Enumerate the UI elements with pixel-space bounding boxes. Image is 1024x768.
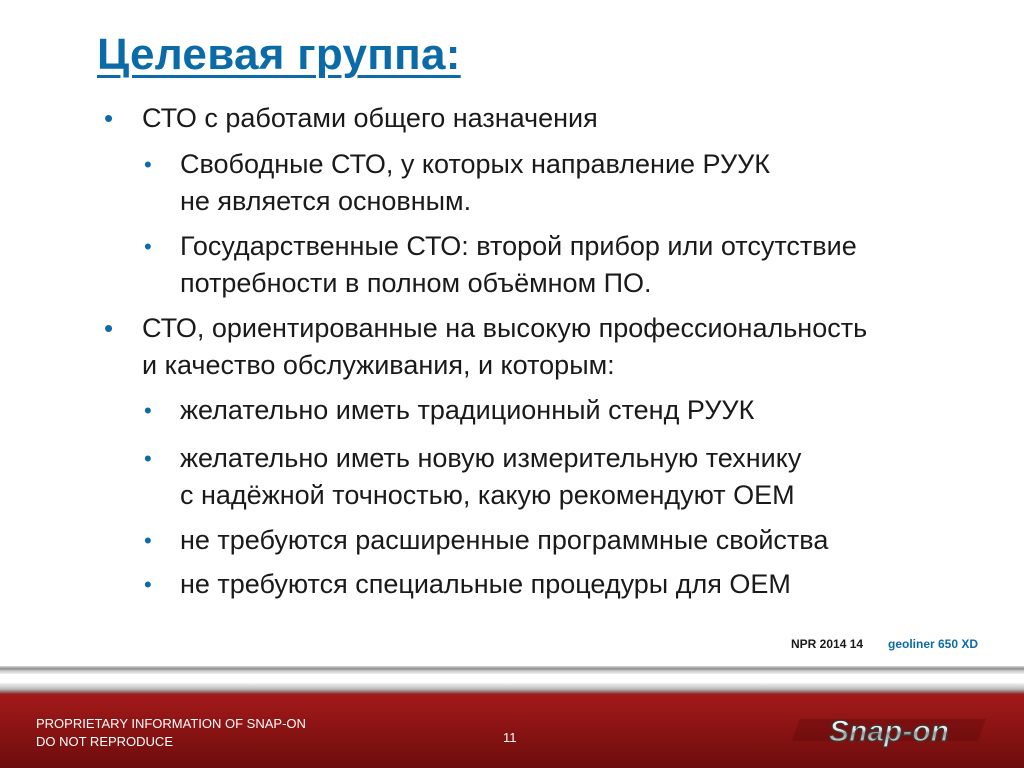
bullet-text: СТО, ориентированные на высокую профессиональность bbox=[142, 313, 868, 343]
bullet-icon: • bbox=[144, 528, 152, 553]
bullet-icon: • bbox=[144, 152, 152, 177]
footer-bar bbox=[0, 694, 1024, 768]
page-number: 11 bbox=[503, 730, 517, 745]
bullet-item-6 bbox=[144, 440, 802, 514]
slide-title: Целевая группа: bbox=[97, 30, 461, 79]
model-label: geoliner 650 XD bbox=[888, 637, 979, 651]
bullet-item-7 bbox=[144, 522, 829, 559]
bullet-text: не требуются специальные процедуры для OEM bbox=[180, 569, 791, 599]
bullet-item-5 bbox=[144, 392, 755, 429]
bullet-icon: • bbox=[144, 398, 152, 423]
bullet-text: и качество обслуживания, и которым: bbox=[142, 350, 615, 380]
bullet-icon: • bbox=[144, 572, 152, 597]
bullet-item-4 bbox=[104, 310, 868, 384]
bullet-text: не требуются расширенные программные свойства bbox=[180, 525, 829, 555]
logo-text: Snap-on bbox=[829, 715, 949, 748]
bullet-text: желательно иметь традиционный стенд РУУК bbox=[180, 395, 755, 425]
bullet-text: потребности в полном объёмном ПО. bbox=[180, 268, 652, 298]
proprietary-line-2: DO NOT REPRODUCE bbox=[36, 734, 173, 749]
bullet-text: с надёжной точностью, какую рекомендуют OEM bbox=[180, 480, 795, 510]
npr-label: NPR 2014 14 bbox=[791, 637, 864, 651]
bullet-item-8 bbox=[144, 566, 791, 603]
bullet-text: СТО с работами общего назначения bbox=[142, 103, 598, 133]
bullet-item-2 bbox=[144, 146, 770, 220]
snap-on-logo bbox=[786, 711, 992, 751]
proprietary-line-1: PROPRIETARY INFORMATION OF SNAP-ON bbox=[36, 716, 306, 731]
bullet-icon: • bbox=[104, 313, 114, 343]
bullet-text: не является основным. bbox=[180, 186, 472, 216]
bullet-item-1 bbox=[104, 100, 598, 137]
bullet-text: Свободные СТО, у которых направление РУУК bbox=[180, 149, 770, 179]
bullet-icon: • bbox=[144, 234, 152, 259]
bullet-icon: • bbox=[104, 103, 114, 133]
bullet-text: Государственные СТО: второй прибор или отсутствие bbox=[180, 231, 857, 261]
bullet-icon: • bbox=[144, 446, 152, 471]
bullet-item-3 bbox=[144, 228, 857, 302]
proprietary-notice bbox=[36, 715, 306, 751]
footer-divider bbox=[0, 666, 1024, 674]
bullet-text: желательно иметь новую измерительную технику bbox=[180, 443, 802, 473]
